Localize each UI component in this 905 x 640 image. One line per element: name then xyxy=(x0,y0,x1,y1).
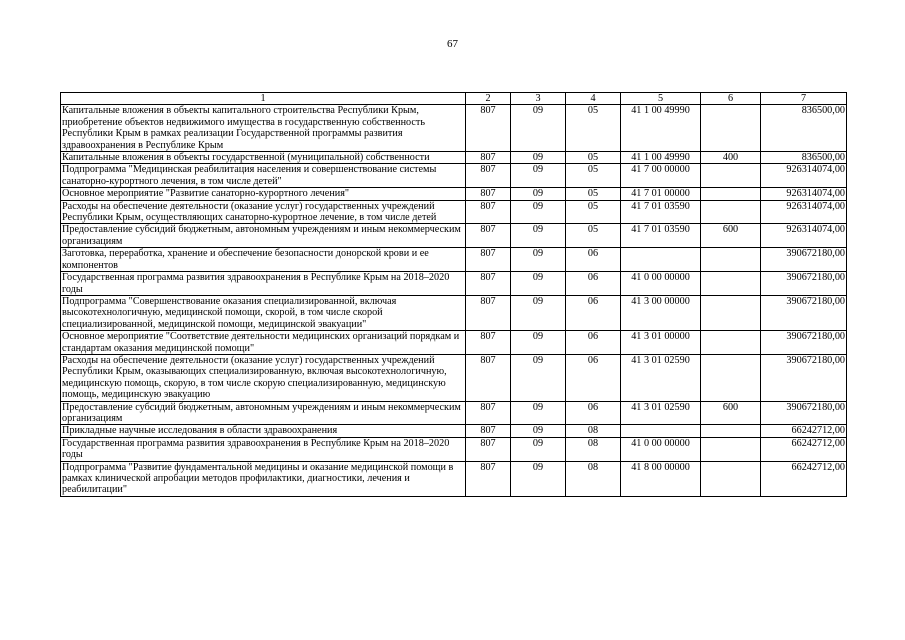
column-header-target: 5 xyxy=(621,93,701,105)
expense-type-cell: 600 xyxy=(701,401,761,425)
page-number: 67 xyxy=(447,38,458,50)
amount-cell: 390672180,00 xyxy=(761,248,847,272)
expense-type-cell xyxy=(701,164,761,188)
row-name-cell: Расходы на обеспечение деятельности (оказание услуг) государственных учреждений Республики Крым, оказывающих специализированную, включая высокотехнологичную, медицинскую помощь, скорую, в том числе скорую специализированную, медицинскую помощь, медицинскую эвакуацию xyxy=(61,354,466,401)
ministry-code-cell: 807 xyxy=(466,295,511,330)
row-name-cell: Предоставление субсидий бюджетным, автономным учреждениям и иным некоммерческим организациям xyxy=(61,401,466,425)
target-article-cell: 41 7 01 03590 xyxy=(621,200,701,224)
target-article-cell: 41 3 00 00000 xyxy=(621,295,701,330)
subsection-code-cell: 05 xyxy=(566,164,621,188)
target-article-cell: 41 1 00 49990 xyxy=(621,152,701,164)
expense-type-cell xyxy=(701,295,761,330)
section-code-cell: 09 xyxy=(511,272,566,296)
target-article-cell: 41 0 00 00000 xyxy=(621,437,701,461)
ministry-code-cell: 807 xyxy=(466,248,511,272)
section-code-cell: 09 xyxy=(511,188,566,200)
row-name-cell: Основное мероприятие "Соответствие деятельности медицинских организаций порядкам и стандартам оказания медицинской помощи" xyxy=(61,331,466,355)
table-row xyxy=(61,248,847,272)
ministry-code-cell: 807 xyxy=(466,461,511,496)
amount-cell: 66242712,00 xyxy=(761,461,847,496)
amount-cell: 926314074,00 xyxy=(761,164,847,188)
target-article-cell: 41 0 00 00000 xyxy=(621,272,701,296)
amount-cell: 390672180,00 xyxy=(761,295,847,330)
row-name-cell: Государственная программа развития здравоохранения в Республике Крым на 2018–2020 годы xyxy=(61,437,466,461)
budget-table xyxy=(60,92,847,497)
subsection-code-cell: 05 xyxy=(566,188,621,200)
amount-cell: 926314074,00 xyxy=(761,188,847,200)
section-code-cell: 09 xyxy=(511,248,566,272)
table-header-row xyxy=(61,93,847,105)
target-article-cell: 41 1 00 49990 xyxy=(621,105,701,152)
target-article-cell xyxy=(621,425,701,437)
row-name-cell: Предоставление субсидий бюджетным, автономным учреждениям и иным некоммерческим организациям xyxy=(61,224,466,248)
amount-cell: 390672180,00 xyxy=(761,272,847,296)
column-header-section: 3 xyxy=(511,93,566,105)
subsection-code-cell: 05 xyxy=(566,105,621,152)
section-code-cell: 09 xyxy=(511,354,566,401)
amount-cell: 390672180,00 xyxy=(761,401,847,425)
expense-type-cell: 600 xyxy=(701,224,761,248)
row-name-cell: Прикладные научные исследования в области здравоохранения xyxy=(61,425,466,437)
table-row xyxy=(61,152,847,164)
section-code-cell: 09 xyxy=(511,425,566,437)
expense-type-cell: 400 xyxy=(701,152,761,164)
subsection-code-cell: 06 xyxy=(566,401,621,425)
section-code-cell: 09 xyxy=(511,437,566,461)
subsection-code-cell: 06 xyxy=(566,295,621,330)
subsection-code-cell: 08 xyxy=(566,437,621,461)
row-name-cell: Расходы на обеспечение деятельности (оказание услуг) государственных учреждений Республики Крым, осуществляющих санаторно-курортное лечение, в том числе детей xyxy=(61,200,466,224)
target-article-cell: 41 7 01 03590 xyxy=(621,224,701,248)
ministry-code-cell: 807 xyxy=(466,105,511,152)
column-header-name: 1 xyxy=(61,93,466,105)
section-code-cell: 09 xyxy=(511,401,566,425)
expense-type-cell xyxy=(701,425,761,437)
table-row xyxy=(61,295,847,330)
amount-cell: 390672180,00 xyxy=(761,354,847,401)
section-code-cell: 09 xyxy=(511,152,566,164)
ministry-code-cell: 807 xyxy=(466,425,511,437)
target-article-cell: 41 7 01 00000 xyxy=(621,188,701,200)
expense-type-cell xyxy=(701,272,761,296)
row-name-cell: Подпрограмма "Медицинская реабилитация населения и совершенствование системы санаторно-курортного лечения, в том числе детей" xyxy=(61,164,466,188)
table-row xyxy=(61,272,847,296)
row-name-cell: Заготовка, переработка, хранение и обеспечение безопасности донорской крови и ее компонентов xyxy=(61,248,466,272)
subsection-code-cell: 05 xyxy=(566,224,621,248)
table-row xyxy=(61,425,847,437)
ministry-code-cell: 807 xyxy=(466,437,511,461)
ministry-code-cell: 807 xyxy=(466,200,511,224)
row-name-cell: Подпрограмма "Совершенствование оказания специализированной, включая высокотехнологичную, медицинской помощи, скорой, в том числе скорой специализированной, медицинской помощи, медицинской эвакуации" xyxy=(61,295,466,330)
subsection-code-cell: 05 xyxy=(566,152,621,164)
table-row xyxy=(61,354,847,401)
amount-cell: 66242712,00 xyxy=(761,437,847,461)
target-article-cell xyxy=(621,248,701,272)
expense-type-cell xyxy=(701,354,761,401)
row-name-cell: Государственная программа развития здравоохранения в Республике Крым на 2018–2020 годы xyxy=(61,272,466,296)
table-row xyxy=(61,224,847,248)
section-code-cell: 09 xyxy=(511,461,566,496)
row-name-cell: Капитальные вложения в объекты государственной (муниципальной) собственности xyxy=(61,152,466,164)
subsection-code-cell: 06 xyxy=(566,331,621,355)
ministry-code-cell: 807 xyxy=(466,164,511,188)
amount-cell: 836500,00 xyxy=(761,152,847,164)
section-code-cell: 09 xyxy=(511,164,566,188)
table-row xyxy=(61,188,847,200)
section-code-cell: 09 xyxy=(511,200,566,224)
row-name-cell: Капитальные вложения в объекты капитального строительства Республики Крым, приобретение объектов недвижимого имущества в государственную собственность Республики Крым в рамках реализации Государственной программы развития здравоохранения в Республике Крым xyxy=(61,105,466,152)
row-name-cell: Основное мероприятие "Развитие санаторно-курортного лечения" xyxy=(61,188,466,200)
column-header-amount: 7 xyxy=(761,93,847,105)
expense-type-cell xyxy=(701,461,761,496)
expense-type-cell xyxy=(701,200,761,224)
target-article-cell: 41 8 00 00000 xyxy=(621,461,701,496)
subsection-code-cell: 06 xyxy=(566,354,621,401)
expense-type-cell xyxy=(701,248,761,272)
expense-type-cell xyxy=(701,331,761,355)
table-row xyxy=(61,401,847,425)
ministry-code-cell: 807 xyxy=(466,401,511,425)
amount-cell: 926314074,00 xyxy=(761,224,847,248)
table-row xyxy=(61,200,847,224)
column-header-expense-type: 6 xyxy=(701,93,761,105)
expense-type-cell xyxy=(701,188,761,200)
expense-type-cell xyxy=(701,437,761,461)
ministry-code-cell: 807 xyxy=(466,188,511,200)
ministry-code-cell: 807 xyxy=(466,272,511,296)
ministry-code-cell: 807 xyxy=(466,354,511,401)
amount-cell: 926314074,00 xyxy=(761,200,847,224)
section-code-cell: 09 xyxy=(511,295,566,330)
subsection-code-cell: 05 xyxy=(566,200,621,224)
subsection-code-cell: 06 xyxy=(566,248,621,272)
target-article-cell: 41 3 01 02590 xyxy=(621,401,701,425)
subsection-code-cell: 06 xyxy=(566,272,621,296)
table-row xyxy=(61,331,847,355)
amount-cell: 390672180,00 xyxy=(761,331,847,355)
subsection-code-cell: 08 xyxy=(566,461,621,496)
amount-cell: 836500,00 xyxy=(761,105,847,152)
table-row xyxy=(61,105,847,152)
table-row xyxy=(61,164,847,188)
ministry-code-cell: 807 xyxy=(466,331,511,355)
ministry-code-cell: 807 xyxy=(466,224,511,248)
section-code-cell: 09 xyxy=(511,105,566,152)
column-header-ministry: 2 xyxy=(466,93,511,105)
ministry-code-cell: 807 xyxy=(466,152,511,164)
column-header-subsection: 4 xyxy=(566,93,621,105)
amount-cell: 66242712,00 xyxy=(761,425,847,437)
subsection-code-cell: 08 xyxy=(566,425,621,437)
target-article-cell: 41 3 01 00000 xyxy=(621,331,701,355)
section-code-cell: 09 xyxy=(511,224,566,248)
target-article-cell: 41 3 01 02590 xyxy=(621,354,701,401)
expense-type-cell xyxy=(701,105,761,152)
section-code-cell: 09 xyxy=(511,331,566,355)
table-row xyxy=(61,437,847,461)
target-article-cell: 41 7 00 00000 xyxy=(621,164,701,188)
row-name-cell: Подпрограмма "Развитие фундаментальной медицины и оказание медицинской помощи в рамках клинической апробации методов профилактики, диагностики, лечения и реабилитации" xyxy=(61,461,466,496)
table-row xyxy=(61,461,847,496)
